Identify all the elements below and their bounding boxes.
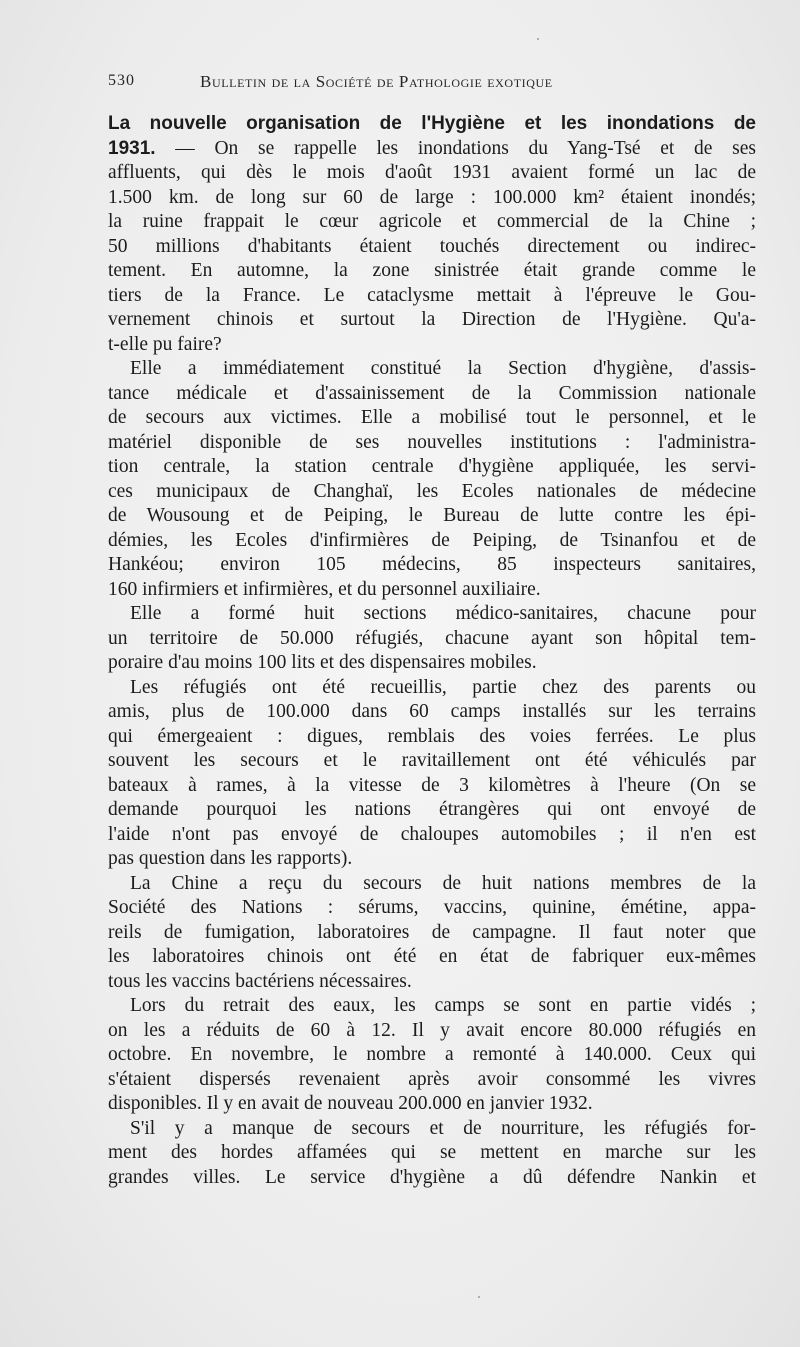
text-line (108, 578, 756, 603)
text-line (108, 970, 756, 995)
line-text: S'il y a manque de secours et de nourriture, les réfugiés for- (130, 1117, 756, 1139)
text-line (108, 161, 756, 186)
text-line (108, 382, 756, 407)
text-line (108, 284, 756, 309)
line-text: démies, les Ecoles d'infirmières de Peiping, de Tsinanfou et de (108, 529, 756, 551)
line-text: vernement chinois et surtout la Direction de l'Hygiène. Qu'a- (108, 309, 756, 330)
line-text: Société des Nations : sérums, vaccins, quinine, émétine, appa- (108, 897, 756, 918)
text-line (108, 1117, 756, 1142)
text-line (108, 357, 756, 382)
line-text: Elle a formé huit sections médico-sanitaires, chacune pour (130, 603, 756, 624)
page-number: 530 (108, 72, 135, 89)
text-line (108, 627, 756, 652)
text-line (108, 1141, 756, 1166)
line-text: 50 millions d'habitants étaient touchés directement ou indirec- (108, 235, 756, 257)
text-line (108, 676, 756, 701)
paper-speck (537, 38, 539, 40)
text-line (108, 259, 756, 284)
text-line (108, 480, 756, 505)
line-text: reils de fumigation, laboratoires de campagne. Il faut noter que (108, 921, 756, 943)
text-line (108, 504, 756, 529)
line-text: tous les vaccins bactériens nécessaires. (108, 970, 412, 992)
paper-speck (478, 1296, 480, 1298)
text-line (108, 1019, 756, 1044)
line-text: Elle a immédiatement constitué la Section d'hygiène, d'assis- (130, 358, 756, 379)
text-line (108, 186, 756, 211)
line-text: Lors du retrait des eaux, les camps se sont en partie vidés ; (130, 995, 756, 1016)
text-line (108, 406, 756, 431)
line-text: Hankéou; environ 105 médecins, 85 inspecteurs sanitaires, (108, 554, 756, 575)
line-text: souvent les secours et le ravitaillement ont été véhiculés par (108, 750, 756, 771)
line-text: — On se rappelle les inondations du Yang-Tsé et de ses (155, 137, 756, 159)
line-text: ment des hordes affamées qui se mettent en marche sur les (108, 1142, 756, 1163)
line-text: un territoire de 50.000 réfugiés, chacune ayant son hôpital tem- (108, 627, 756, 649)
text-line (108, 529, 756, 554)
line-text: de Wousoung et de Peiping, le Bureau de lutte contre les épi- (108, 505, 756, 526)
text-line (108, 945, 756, 970)
text-line (108, 725, 756, 750)
text-line (108, 1068, 756, 1093)
line-text: t-elle pu faire? (108, 333, 222, 355)
text-line (108, 896, 756, 921)
line-text: poraire d'au moins 100 lits et des dispensaires mobiles. (108, 652, 537, 673)
line-text: affluents, qui dès le mois d'août 1931 avaient formé un lac de (108, 162, 756, 183)
text-line (108, 137, 756, 162)
text-line (108, 847, 756, 872)
line-text: qui émergeaient : digues, remblais des voies ferrées. Le plus (108, 725, 756, 747)
line-text: pas question dans les rapports). (108, 848, 353, 869)
text-line (108, 749, 756, 774)
line-text: 160 infirmiers et infirmières, et du personnel auxiliaire. (108, 578, 541, 600)
line-text: tiers de la France. Le cataclysme mettait à l'épreuve le Gou- (108, 284, 756, 306)
line-text: La Chine a reçu du secours de huit nations membres de la (130, 872, 756, 894)
line-text: Les réfugiés ont été recueillis, partie chez des parents ou (130, 676, 756, 698)
text-line (108, 798, 756, 823)
article-title: 1931. (108, 137, 156, 159)
text-line (108, 872, 756, 897)
article-body (108, 112, 756, 1190)
page-header (108, 72, 768, 96)
line-text: 1.500 km. de long sur 60 de large : 100.000 km² étaient inondés; (108, 186, 756, 208)
line-text: demande pourquoi les nations étrangères qui ont envoyé de (108, 799, 756, 820)
line-text: ces municipaux de Changhaï, les Ecoles nationales de médecine (108, 480, 756, 502)
line-text: tement. En automne, la zone sinistrée était grande comme le (108, 260, 756, 281)
line-text: disponibles. Il y en avait de nouveau 200.000 en janvier 1932. (108, 1093, 593, 1114)
text-line (108, 308, 756, 333)
text-line (108, 651, 756, 676)
text-line (108, 1092, 756, 1117)
line-text: de secours aux victimes. Elle a mobilisé tout le personnel, et le (108, 407, 756, 428)
text-line (108, 1166, 756, 1191)
text-line (108, 700, 756, 725)
text-line (108, 112, 756, 137)
text-line (108, 994, 756, 1019)
text-line (108, 823, 756, 848)
text-line (108, 333, 756, 358)
running-head: Bulletin de la Société de Pathologie exotique (200, 72, 553, 91)
line-text: les laboratoires chinois ont été en état de fabriquer eux-mêmes (108, 946, 756, 967)
text-line (108, 921, 756, 946)
text-line (108, 602, 756, 627)
text-line (108, 1043, 756, 1068)
text-line (108, 210, 756, 235)
line-text: tion centrale, la station centrale d'hygiène appliquée, les servi- (108, 456, 756, 477)
article-title: La nouvelle organisation de l'Hygiène et les inondations de (108, 113, 756, 134)
line-text: la ruine frappait le cœur agricole et commercial de la Chine ; (108, 211, 756, 232)
text-line (108, 235, 756, 260)
line-text: grandes villes. Le service d'hygiène a dû défendre Nankin et (108, 1166, 756, 1188)
text-line (108, 774, 756, 799)
line-text: l'aide n'ont pas envoyé de chaloupes automobiles ; il n'en est (108, 823, 756, 845)
text-line (108, 455, 756, 480)
line-text: on les a réduits de 60 à 12. Il y avait encore 80.000 réfugiés en (108, 1019, 756, 1041)
line-text: amis, plus de 100.000 dans 60 camps installés sur les terrains (108, 701, 756, 722)
line-text: matériel disponible de ses nouvelles institutions : l'administra- (108, 431, 756, 453)
line-text: s'étaient dispersés revenaient après avoir consommé les vivres (108, 1068, 756, 1090)
line-text: octobre. En novembre, le nombre a remonté à 140.000. Ceux qui (108, 1044, 756, 1065)
line-text: bateaux à rames, à la vitesse de 3 kilomètres à l'heure (On se (108, 774, 756, 796)
text-line (108, 431, 756, 456)
text-line (108, 553, 756, 578)
line-text: tance médicale et d'assainissement de la Commission nationale (108, 382, 756, 404)
